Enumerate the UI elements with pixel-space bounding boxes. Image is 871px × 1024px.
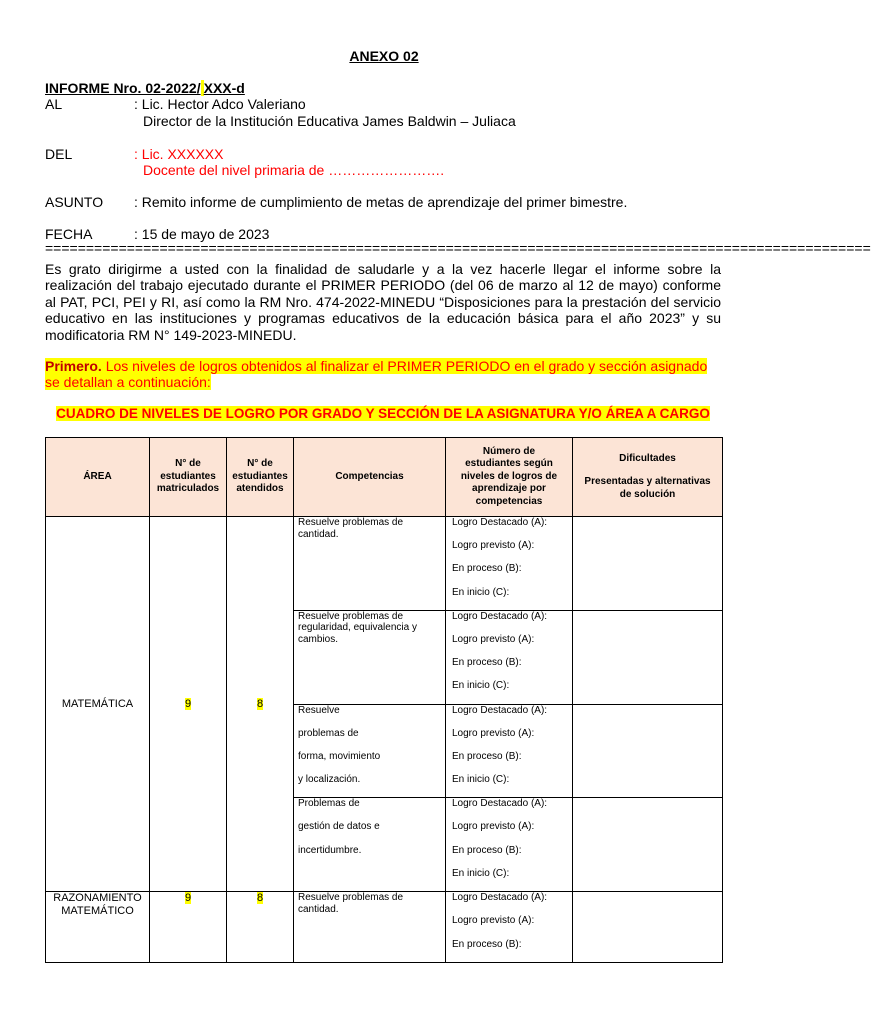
competencia-regularidad: Resuelve problemas de regularidad, equivalencia y cambios.: [294, 610, 446, 704]
primero-bold: Primero.: [45, 358, 102, 374]
matematica-matriculados-value: 9: [184, 698, 192, 711]
header-dificultades: [573, 438, 723, 517]
level-destacado: Logro Destacado (A):: [452, 704, 548, 716]
dificultades-cell: [573, 704, 723, 798]
matematica-matriculados: [150, 517, 227, 892]
level-previsto: Logro previsto (A):: [452, 540, 535, 552]
asunto-label: ASUNTO: [45, 194, 104, 210]
matematica-atendidos-value: 8: [256, 698, 264, 711]
al-label: AL: [45, 96, 63, 112]
header-dificultades-title: Dificultades: [619, 452, 676, 464]
level-previsto: Logro previsto (A):: [452, 727, 535, 739]
level-destacado: Logro Destacado (A):: [452, 517, 548, 528]
comp-line: problemas de: [298, 727, 359, 739]
level-inicio: En inicio (C):: [452, 867, 510, 879]
area-razonamiento: [46, 892, 150, 963]
razonamiento-matriculados: [150, 892, 227, 963]
fecha-value: : 15 de mayo de 2023: [134, 226, 270, 242]
level-proceso: En proceso (B):: [452, 750, 522, 762]
dificultades-cell: [573, 517, 723, 611]
al-line2: Director de la Institución Educativa James Baldwin – Juliaca: [143, 113, 516, 129]
level-previsto: Logro previsto (A):: [452, 915, 535, 927]
razonamiento-matriculados-value: 9: [184, 892, 192, 905]
table-row: [46, 517, 723, 611]
level-destacado: Logro Destacado (A):: [452, 798, 548, 810]
del-line2: Docente del nivel primaria de …………………….: [143, 162, 445, 178]
document-title: ANEXO 02: [349, 48, 419, 64]
table-row: [46, 892, 723, 963]
level-destacado: Logro Destacado (A):: [452, 892, 548, 904]
levels-cell: [446, 704, 573, 798]
razonamiento-atendidos-value: 8: [256, 892, 264, 905]
level-inicio: En inicio (C):: [452, 680, 510, 692]
header-matriculados: N° de estudiantes matriculados: [150, 438, 227, 517]
level-inicio: En inicio (C):: [452, 586, 510, 598]
comp-line: Resuelve: [298, 704, 340, 716]
header-dificultades-sub: Presentadas y alternativas de solución: [584, 476, 711, 500]
comp-line: y localización.: [298, 774, 361, 786]
cuadro-title: [45, 406, 721, 421]
separator-line: =====================================================================================================: [45, 240, 871, 256]
primero-paragraph: [45, 358, 721, 391]
dificultades-cell: [573, 798, 723, 892]
razonamiento-atendidos: [227, 892, 294, 963]
matematica-atendidos: [227, 517, 294, 892]
level-proceso: En proceso (B):: [452, 938, 522, 950]
primero-text: Los niveles de logros obtenidos al finalizar el PRIMER PERIODO en el grado y sección asignado se detallan a continuación:: [45, 358, 708, 391]
al-line1: : Lic. Hector Adco Valeriano: [134, 96, 306, 112]
level-inicio: En inicio (C):: [452, 774, 510, 786]
achievement-table: [45, 437, 723, 963]
levels-cell: [446, 892, 573, 963]
dificultades-cell: [573, 610, 723, 704]
header-numero: Número de estudiantes según niveles de logros de aprendizaje por competencias: [446, 438, 573, 517]
level-proceso: En proceso (B):: [452, 657, 522, 669]
cuadro-title-text: CUADRO DE NIVELES DE LOGRO POR GRADO Y SECCIÓN DE LA ASIGNATURA Y/O ÁREA A CARGO: [56, 406, 710, 421]
level-destacado: Logro Destacado (A):: [452, 610, 548, 622]
area-razonamiento-line1: RAZONAMIENTO: [53, 892, 142, 905]
levels-cell: [446, 798, 573, 892]
del-label: DEL: [45, 146, 73, 162]
competencia-cantidad: Resuelve problemas de cantidad.: [294, 517, 446, 611]
del-line1: : Lic. XXXXXX: [134, 146, 224, 162]
competencia-forma: [294, 704, 446, 798]
competencia-cantidad-razonamiento: Resuelve problemas de cantidad.: [294, 892, 446, 963]
level-proceso: En proceso (B):: [452, 844, 522, 856]
header-competencias: Competencias: [294, 438, 446, 517]
area-razonamiento-line2: MATEMÁTICO: [61, 905, 134, 918]
dificultades-cell: [573, 892, 723, 963]
table-header-row: [46, 438, 723, 517]
level-previsto: Logro previsto (A):: [452, 633, 535, 645]
informe-number: [45, 80, 245, 96]
comp-line: incertidumbre.: [298, 844, 362, 856]
levels-cell: [446, 517, 573, 611]
header-atendidos: N° de estudiantes atendidos: [227, 438, 294, 517]
body-paragraph: Es grato dirigirme a usted con la finalidad de saludarle y a la vez hacerle llegar el informe sobre la realización del trabajo ejecutado durante el PRIMER PERIODO (del 06 de marzo al 12 de mayo) conforme al PAT, PCI, PEI y RI, así como la RM Nro. 474-2022-MINEDU “Disposiciones para la prestación del servicio educativo en las instituciones y programas educativos de la educación básica para el año 2023” y su modificatoria RM N° 149-2023-MINEDU.: [45, 261, 721, 343]
comp-line: forma, movimiento: [298, 750, 381, 762]
informe-suffix: XXX-d: [201, 80, 245, 96]
levels-cell: [446, 610, 573, 704]
area-matematica: MATEMÁTICA: [46, 517, 150, 892]
asunto-value: : Remito informe de cumplimiento de metas de aprendizaje del primer bimestre.: [134, 194, 628, 210]
competencia-datos: [294, 798, 446, 892]
fecha-label: FECHA: [45, 226, 93, 242]
comp-line: Problemas de: [298, 798, 360, 810]
level-proceso: En proceso (B):: [452, 563, 522, 575]
informe-prefix: INFORME Nro. 02-2022/: [45, 80, 201, 96]
comp-line: gestión de datos e: [298, 821, 380, 833]
level-previsto: Logro previsto (A):: [452, 821, 535, 833]
header-area: ÁREA: [46, 438, 150, 517]
